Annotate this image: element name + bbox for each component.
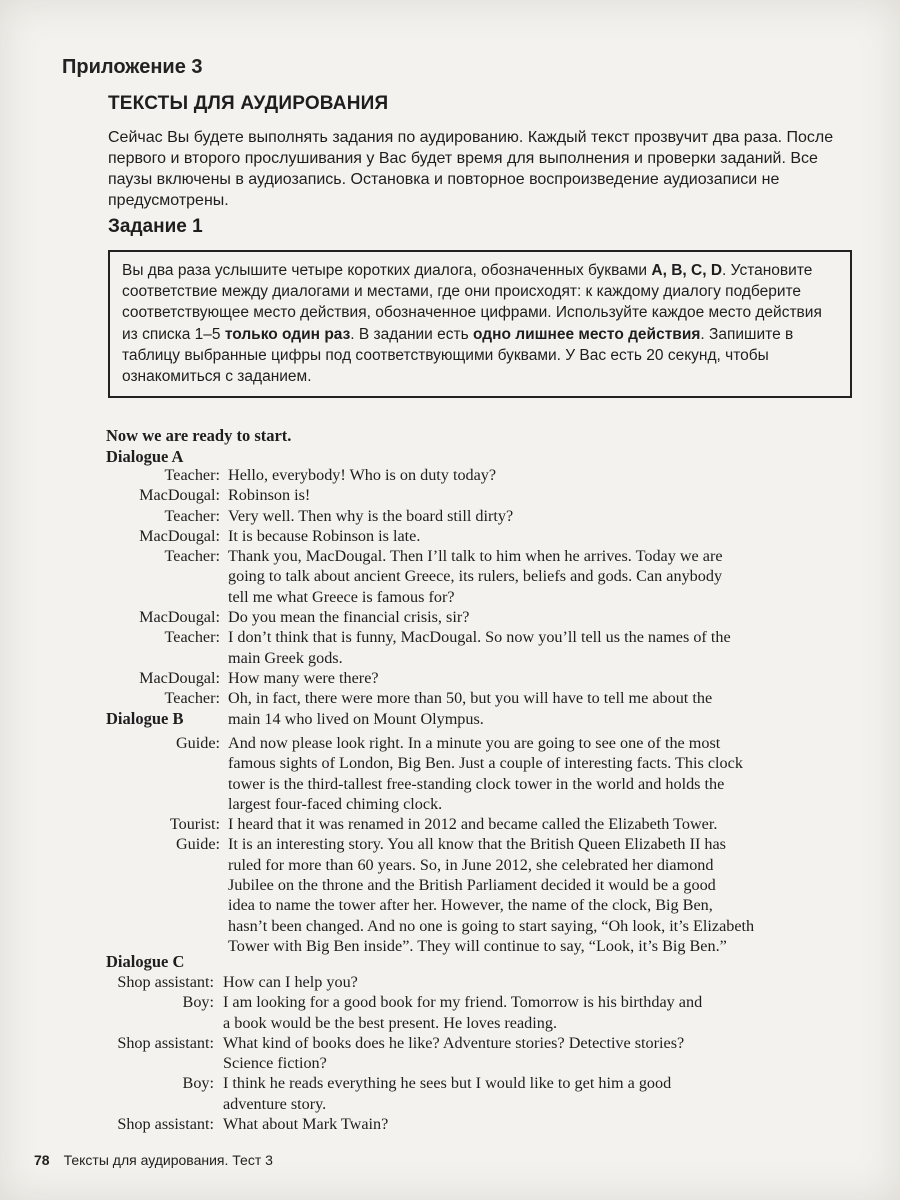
- speaker-label: Boy:: [182, 1074, 214, 1093]
- line-text: It is because Robinson is late.: [228, 526, 421, 545]
- line-text: largest four-faced chiming clock.: [228, 794, 443, 813]
- line-text: Robinson is!: [228, 486, 311, 505]
- dialogue-line: [0, 648, 900, 668]
- line-text: Very well. Then why is the board still dirty?: [228, 506, 514, 525]
- line-text: I heard that it was renamed in 2012 and became called the Elizabeth Tower.: [228, 815, 718, 834]
- dialogue-b-title: Dialogue B: [106, 709, 184, 728]
- line-text: Oh, in fact, there were more than 50, but you will have to tell me about the: [228, 689, 713, 708]
- dialogue-b-lines: [0, 733, 900, 956]
- dialogue-line: [0, 916, 900, 936]
- line-text: What about Mark Twain?: [223, 1115, 389, 1134]
- line-text: famous sights of London, Big Ben. Just a couple of interesting facts. This clock: [228, 754, 743, 773]
- speaker-label: MacDougal:: [139, 526, 220, 545]
- dialogue-line: [0, 688, 900, 708]
- line-text: Thank you, MacDougal. Then I’ll talk to him when he arrives. Today we are: [228, 547, 723, 566]
- line-text: I think he reads everything he sees but I would like to get him a good: [223, 1074, 672, 1093]
- dialogue-line: [0, 506, 900, 526]
- speaker-label: Shop assistant:: [117, 973, 214, 991]
- speaker-label: Shop assistant:: [117, 1115, 214, 1134]
- line-text: Tower with Big Ben inside”. They will continue to say, “Look, it’s Big Ben.”: [228, 936, 727, 955]
- dialogue-line: [0, 855, 900, 875]
- dialogue-line: [0, 607, 900, 627]
- line-text: main 14 who lived on Mount Olympus.: [228, 709, 484, 728]
- dialogue-line: [0, 992, 900, 1012]
- line-text: I am looking for a good book for my friend. Tomorrow is his birthday and: [223, 993, 703, 1012]
- task-text-2: . Установите соответствие между диалогами и местами, где они происходят: к каждому диалогу подберите соответствующее место действия, обозначенное цифрами. Используйте каждое место действия из списка 1–5: [122, 262, 822, 343]
- line-text: How can I help you?: [223, 973, 358, 991]
- dialogue-line: [0, 753, 900, 773]
- speaker-label: Teacher:: [164, 547, 220, 566]
- dialogue-a-lines: [0, 465, 900, 729]
- dialogue-line: [0, 774, 900, 794]
- speaker-label: Teacher:: [164, 628, 220, 647]
- task-title: Задание 1: [108, 216, 203, 237]
- line-text: adventure story.: [223, 1094, 327, 1113]
- intro-paragraph: Сейчас Вы будете выполнять задания по аудированию. Каждый текст прозвучит два раза. После первого и второго прослушивания у Вас будет время для выполнения и проверки заданий. Все паузы включены в аудиозапись. Остановка и повторное воспроизведение аудиозаписи не предусмотрены.: [108, 129, 834, 209]
- appendix-heading: Приложение 3: [62, 56, 203, 78]
- dialogue-line: [0, 485, 900, 505]
- line-text: And now please look right. In a minute you are going to see one of the most: [228, 734, 721, 752]
- dialogue-a-title: Dialogue A: [106, 447, 184, 466]
- dialogue-line: [0, 875, 900, 895]
- dialogue-line: [0, 1073, 900, 1093]
- task-text-1: Вы два раза услышите четыре коротких диалога, обозначенных буквами: [122, 262, 652, 279]
- dialogue-line: [0, 566, 900, 586]
- line-text: Do you mean the financial crisis, sir?: [228, 608, 470, 627]
- dialogue-c-title: Dialogue C: [106, 952, 185, 971]
- dialogue-line: [0, 526, 900, 546]
- dialogue-line: [0, 465, 900, 485]
- dialogue-line: [0, 668, 900, 688]
- task-text-4: . Запишите в таблицу выбранные цифры под соответствующими буквами. У Вас есть 20 секунд, чтобы ознакомиться с заданием.: [122, 325, 794, 386]
- speaker-label: MacDougal:: [139, 668, 220, 687]
- speaker-label: Teacher:: [164, 689, 220, 708]
- dialogue-line: [0, 834, 900, 854]
- speaker-label: MacDougal:: [139, 486, 220, 505]
- line-text: hasn’t been changed. And no one is going to start saying, “Oh look, it’s Elizabeth: [228, 916, 755, 935]
- task-instructions-box: [108, 250, 852, 398]
- page-number: 78: [34, 1152, 50, 1168]
- dialogue-line: [0, 627, 900, 647]
- dialogue-line: [0, 1114, 900, 1134]
- speaker-label: Boy:: [182, 993, 214, 1012]
- line-text: idea to name the tower after her. However, the name of the clock, Big Ben,: [228, 896, 713, 915]
- dialogue-line: [0, 1094, 900, 1114]
- dialogue-line: [0, 1053, 900, 1073]
- speaker-label: Guide:: [175, 835, 220, 854]
- dialogue-line: [0, 587, 900, 607]
- line-text: It is an interesting story. You all know that the British Queen Elizabeth II has: [228, 835, 726, 854]
- task-once: только один раз: [224, 325, 351, 343]
- line-text: I don’t think that is funny, MacDougal. So now you’ll tell us the names of the: [228, 628, 731, 647]
- line-text: a book would be the best present. He loves reading.: [223, 1013, 558, 1032]
- start-line: Now we are ready to start.: [106, 426, 292, 445]
- line-text: Hello, everybody! Who is on duty today?: [228, 466, 497, 484]
- line-text: ruled for more than 60 years. So, in June 2012, she celebrated her diamond: [228, 855, 714, 874]
- line-text: Jubilee on the throne and the British Parliament decided it would be a good: [228, 876, 716, 895]
- task-text-3: . В задании есть: [350, 325, 473, 343]
- speaker-label: Teacher:: [164, 466, 220, 484]
- page-footer: [34, 1152, 273, 1168]
- speaker-label: MacDougal:: [139, 608, 220, 627]
- task-letters: A, B, C, D: [651, 262, 723, 279]
- dialogue-line: [0, 895, 900, 915]
- dialogue-line: [0, 733, 900, 753]
- line-text: tell me what Greece is famous for?: [228, 587, 455, 606]
- speaker-label: Guide:: [175, 734, 220, 752]
- speaker-label: Teacher:: [164, 506, 220, 525]
- line-text: tower is the third-tallest free-standing clock tower in the world and holds the: [228, 774, 725, 793]
- line-text: Science fiction?: [223, 1054, 327, 1073]
- dialogue-c-lines: [0, 972, 900, 1134]
- dialogue-line: [0, 1033, 900, 1053]
- dialogue-line: [0, 546, 900, 566]
- line-text: What kind of books does he like? Adventure stories? Detective stories?: [223, 1033, 685, 1052]
- speaker-label: Tourist:: [169, 815, 220, 834]
- line-text: How many were there?: [228, 668, 379, 687]
- line-text: main Greek gods.: [228, 648, 343, 667]
- footer-text: Тексты для аудирования. Тест 3: [63, 1152, 273, 1168]
- dialogue-line: [0, 814, 900, 834]
- dialogue-line: [0, 972, 900, 992]
- dialogue-line: [0, 1013, 900, 1033]
- line-text: going to talk about ancient Greece, its rulers, beliefs and gods. Can anybody: [228, 567, 723, 586]
- task-extra: одно лишнее место действия: [472, 325, 701, 343]
- section-title: ТЕКСТЫ ДЛЯ АУДИРОВАНИЯ: [108, 93, 389, 114]
- dialogue-line: [0, 794, 900, 814]
- speaker-label: Shop assistant:: [117, 1033, 214, 1052]
